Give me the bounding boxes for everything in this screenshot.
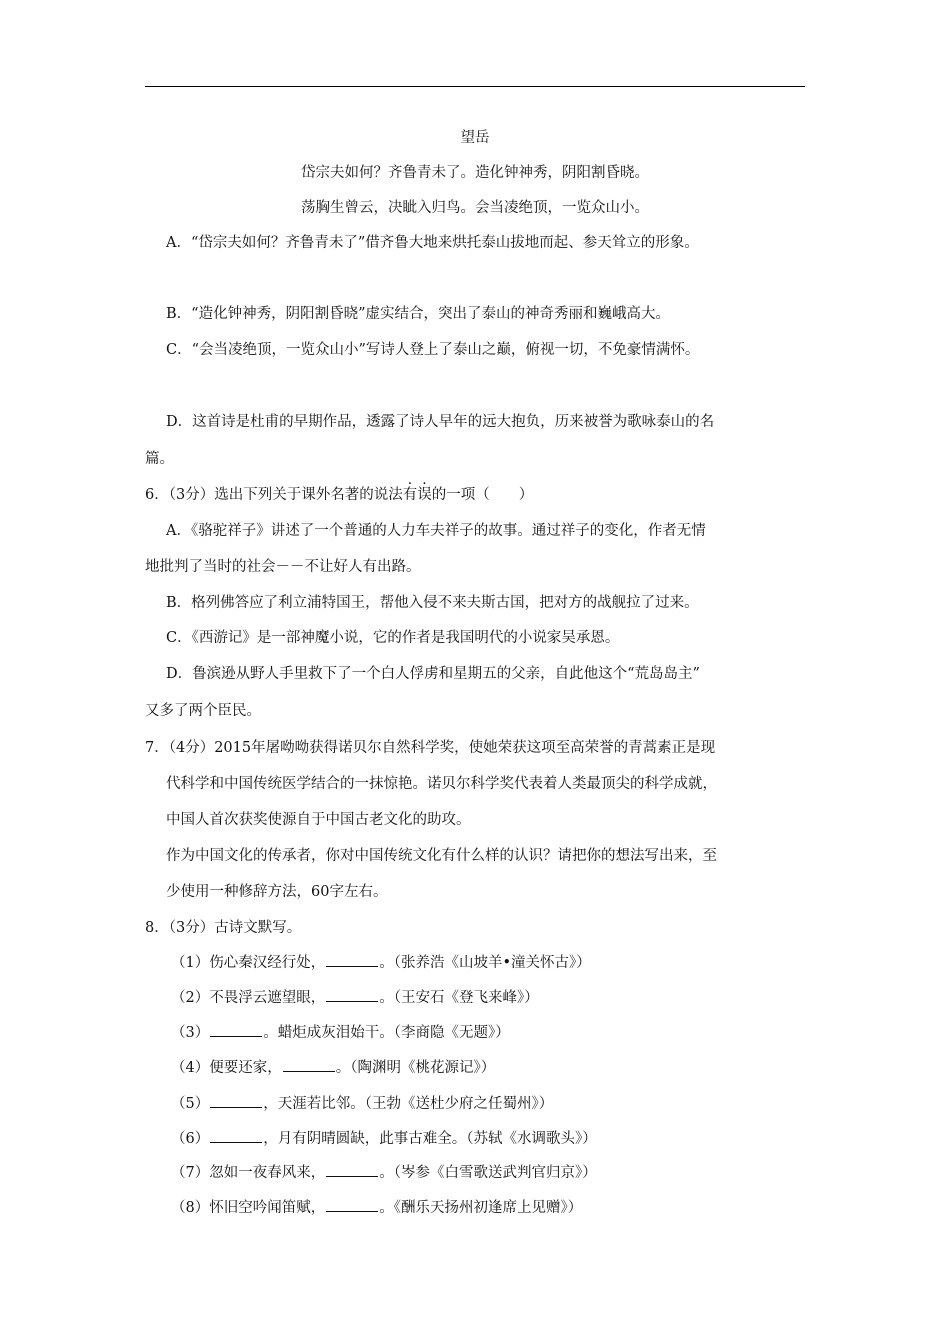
q8-item-suffix: 。《酬乐天扬州初逢席上见赠》） xyxy=(379,1200,583,1216)
answer-blank[interactable] xyxy=(326,989,378,1002)
header-rule xyxy=(145,86,805,87)
q8-item xyxy=(171,1198,582,1218)
q8-item xyxy=(171,1129,597,1149)
answer-blank[interactable] xyxy=(326,954,378,967)
poem-title: 望岳 xyxy=(460,130,490,146)
q8-item xyxy=(171,1094,553,1114)
q8-item-prefix: （5） xyxy=(171,1096,210,1112)
answer-blank[interactable] xyxy=(210,1130,262,1143)
answer-blank[interactable] xyxy=(210,1095,262,1108)
q7-line-4: 作为中国文化的传承者，你对中国传统文化有什么样的认识？请把你的想法写出来，至 xyxy=(166,848,717,864)
q7-line-3: 中国人首次获奖使源自于中国古老文化的助攻。 xyxy=(166,812,471,828)
q8-item-prefix: （7）忽如一夜春风来， xyxy=(171,1165,326,1181)
q8-item xyxy=(171,953,591,973)
q8-item-prefix: （3） xyxy=(171,1025,210,1041)
q7-line-1: 7．（4分）2015年屠呦呦获得诺贝尔自然科学奖，使她荣获这项至高荣誉的青蒿素正是现 xyxy=(145,740,716,756)
q5-option-a: A．“岱宗夫如何？齐鲁青未了”借齐鲁大地来烘托泰山拔地而起、参天耸立的形象。 xyxy=(166,235,699,251)
q6-option-d-line-1: D．鲁滨逊从野人手里救下了一个白人俘虏和星期五的父亲，自此他这个“荒岛岛主” xyxy=(166,666,700,682)
poem-line-2: 荡胸生曾云，决眦入归鸟。会当凌绝顶，一览众山小。 xyxy=(301,200,649,216)
q6-option-c: C．《西游记》是一部神魔小说，它的作者是我国明代的小说家吴承恩。 xyxy=(166,630,620,646)
q8-item xyxy=(171,1023,510,1043)
q5-option-d-line-1: D．这首诗是杜甫的早期作品，透露了诗人早年的远大抱负，历来被誉为歌咏泰山的名 xyxy=(166,414,715,430)
q8-stem: 8．（3分）古诗文默写。 xyxy=(145,920,302,936)
q6-option-a-line-2: 地批判了当时的社会－－不让好人有出路。 xyxy=(145,559,421,575)
q8-item-suffix: 。（陶渊明《桃花源记》） xyxy=(335,1060,496,1076)
q6-stem-pre: 6．（3分）选出下列关于课外名著的说法 xyxy=(145,487,403,503)
q8-item-prefix: （4）便要还家， xyxy=(171,1060,282,1076)
poem-line-1: 岱宗夫如何？齐鲁青未了。造化钟神秀，阴阳割昏晓。 xyxy=(301,165,649,181)
q6-option-d-line-2: 又多了两个臣民。 xyxy=(145,703,261,719)
q8-item-prefix: （2）不畏浮云遮望眼， xyxy=(171,990,326,1006)
q8-item-suffix: 。（岑参《白雪歌送武判官归京》） xyxy=(379,1165,597,1181)
q6-stem xyxy=(145,485,533,505)
q8-item-prefix: （8）怀旧空吟闻笛赋， xyxy=(171,1200,326,1216)
q6-stem-post: 的一项（ ） xyxy=(431,487,534,503)
q6-option-a-line-1: A．《骆驼祥子》讲述了一个普通的人力车夫祥子的故事。通过祥子的变化，作者无情 xyxy=(166,523,706,539)
q8-item xyxy=(171,1058,495,1078)
q7-line-2: 代科学和中国传统医学结合的一抹惊艳。诺贝尔科学奖代表着人类最顶尖的科学成就， xyxy=(166,776,717,792)
answer-blank[interactable] xyxy=(283,1059,335,1072)
q6-stem-emphasis-2: 误 xyxy=(417,487,432,503)
q8-item-suffix: 。蜡炬成灰泪始干。（李商隐《无题》） xyxy=(263,1025,510,1041)
q8-item-prefix: （6） xyxy=(171,1131,210,1147)
q5-option-b: B．“造化钟神秀，阴阳割昏晓”虚实结合，突出了泰山的神奇秀丽和巍峨高大。 xyxy=(166,306,670,322)
q5-option-d-line-2: 篇。 xyxy=(145,451,174,467)
q7-line-5: 少使用一种修辞方法，60字左右。 xyxy=(166,884,388,900)
q8-item xyxy=(171,1163,597,1183)
q8-item-suffix: ，天涯若比邻。（王勃《送杜少府之任蜀州》） xyxy=(263,1096,554,1112)
answer-blank[interactable] xyxy=(326,1199,378,1212)
answer-blank[interactable] xyxy=(326,1164,378,1177)
q6-option-b: B．格列佛答应了利立浦特国王，帮他入侵不来夫斯古国，把对方的战舰拉了过来。 xyxy=(166,595,699,611)
answer-blank[interactable] xyxy=(210,1024,262,1037)
q5-option-c: C．“会当凌绝顶，一览众山小”写诗人登上了泰山之巅，俯视一切，不免豪情满怀。 xyxy=(166,342,700,358)
q8-item-prefix: （1）伤心秦汉经行处， xyxy=(171,955,326,971)
q8-item-suffix: ，月有阴晴圆缺，此事古难全。（苏轼《水调歌头》） xyxy=(263,1131,597,1147)
q8-item-suffix: 。（张养浩《山坡羊•潼关怀古》） xyxy=(379,955,591,971)
q8-item xyxy=(171,988,539,1008)
q8-item-suffix: 。（王安石《登飞来峰》） xyxy=(379,990,539,1006)
q6-stem-emphasis-1: 有 xyxy=(402,487,418,503)
